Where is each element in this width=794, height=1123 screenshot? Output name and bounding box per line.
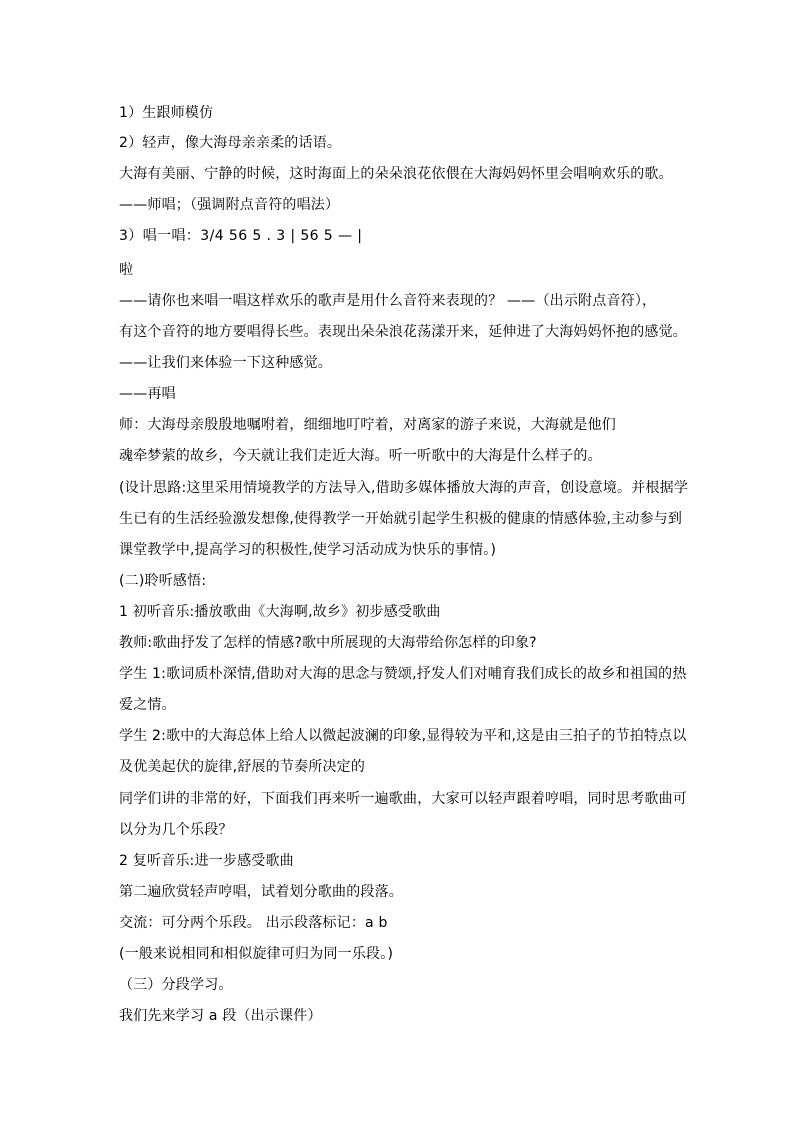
text-line: (设计思路:这里采用情境教学的方法导入,借助多媒体播放大海的声音，创设意境。并根据学 [119, 480, 689, 496]
text-line: 2 复听音乐:进一步感受歌曲 [119, 853, 294, 869]
text-line: 交流：可分两个乐段。 出示段落标记：a b [119, 915, 388, 931]
text-line: 学生 2:歌中的大海总体上给人以微起波澜的印象,显得较为平和,这是由三拍子的节拍特点以 [119, 728, 687, 744]
text-line: 2）轻声，像大海母亲亲柔的话语。 [119, 135, 342, 151]
text-line: ——让我们来体验一下这种感觉。 [119, 355, 332, 371]
text-line: 爱之情。 [119, 697, 176, 713]
section-heading: (二)聆听感悟: [119, 573, 207, 589]
text-line: 魂牵梦萦的故乡，今天就让我们走近大海。听一听歌中的大海是什么样子的。 [119, 448, 602, 464]
text-line: ——再唱 [119, 386, 176, 402]
text-line: 我们先来学习 a 段（出示课件） [119, 1008, 322, 1024]
text-line: 课堂教学中,提高学习的积极性,使学习活动成为快乐的事情。) [119, 542, 497, 558]
text-line: 大海有美丽、宁静的时候，这时海面上的朵朵浪花依偎在大海妈妈怀里会唱响欢乐的歌。 [119, 166, 673, 182]
text-line: 啦 [119, 262, 134, 278]
text-line: 教师:歌曲抒发了怎样的情感?歌中所展现的大海带给你怎样的印象? [119, 635, 537, 651]
text-line: 生已有的生活经验激发想像,使得教学一开始就引起学生积极的健康的情感体验,主动参与到 [119, 511, 683, 527]
text-line: (一般来说相同和相似旋律可归为同一乐段。) [119, 946, 394, 962]
notation-line: 3）唱一唱：3/4 56 5 . 3 | 56 5 — | [119, 228, 363, 244]
text-line: 师：大海母亲殷殷地嘱咐着，细细地叮咛着，对离家的游子来说，大海就是他们 [119, 417, 616, 433]
text-line: 第二遍欣赏轻声哼唱，试着划分歌曲的段落。 [119, 884, 403, 900]
section-heading: （三）分段学习。 [119, 977, 233, 993]
text-line: ——请你也来唱一唱这样欢乐的歌声是用什么音符来表现的？ ——（出示附点音符）， [119, 293, 657, 309]
text-line: 1 初听音乐:播放歌曲《大海啊,故乡》初步感受歌曲 [119, 604, 441, 620]
text-line: 以分为几个乐段？ [119, 822, 233, 838]
text-line: 同学们讲的非常的好，下面我们再来听一遍歌曲，大家可以轻声跟着哼唱，同时思考歌曲可 [119, 791, 687, 807]
text-line: 及优美起伏的旋律,舒展的节奏所决定的 [119, 759, 366, 775]
text-line: 学生 1:歌词质朴深情,借助对大海的思念与赞颂,抒发人们对哺育我们成长的故乡和祖国的热 [119, 666, 687, 682]
text-line: 1）生跟师模仿 [119, 105, 214, 121]
text-line: ——师唱；（强调附点音符的唱法） [119, 197, 340, 213]
text-line: 有这个音符的地方要唱得长些。表现出朵朵浪花荡漾开来，延伸进了大海妈妈怀抱的感觉。 [119, 324, 687, 340]
